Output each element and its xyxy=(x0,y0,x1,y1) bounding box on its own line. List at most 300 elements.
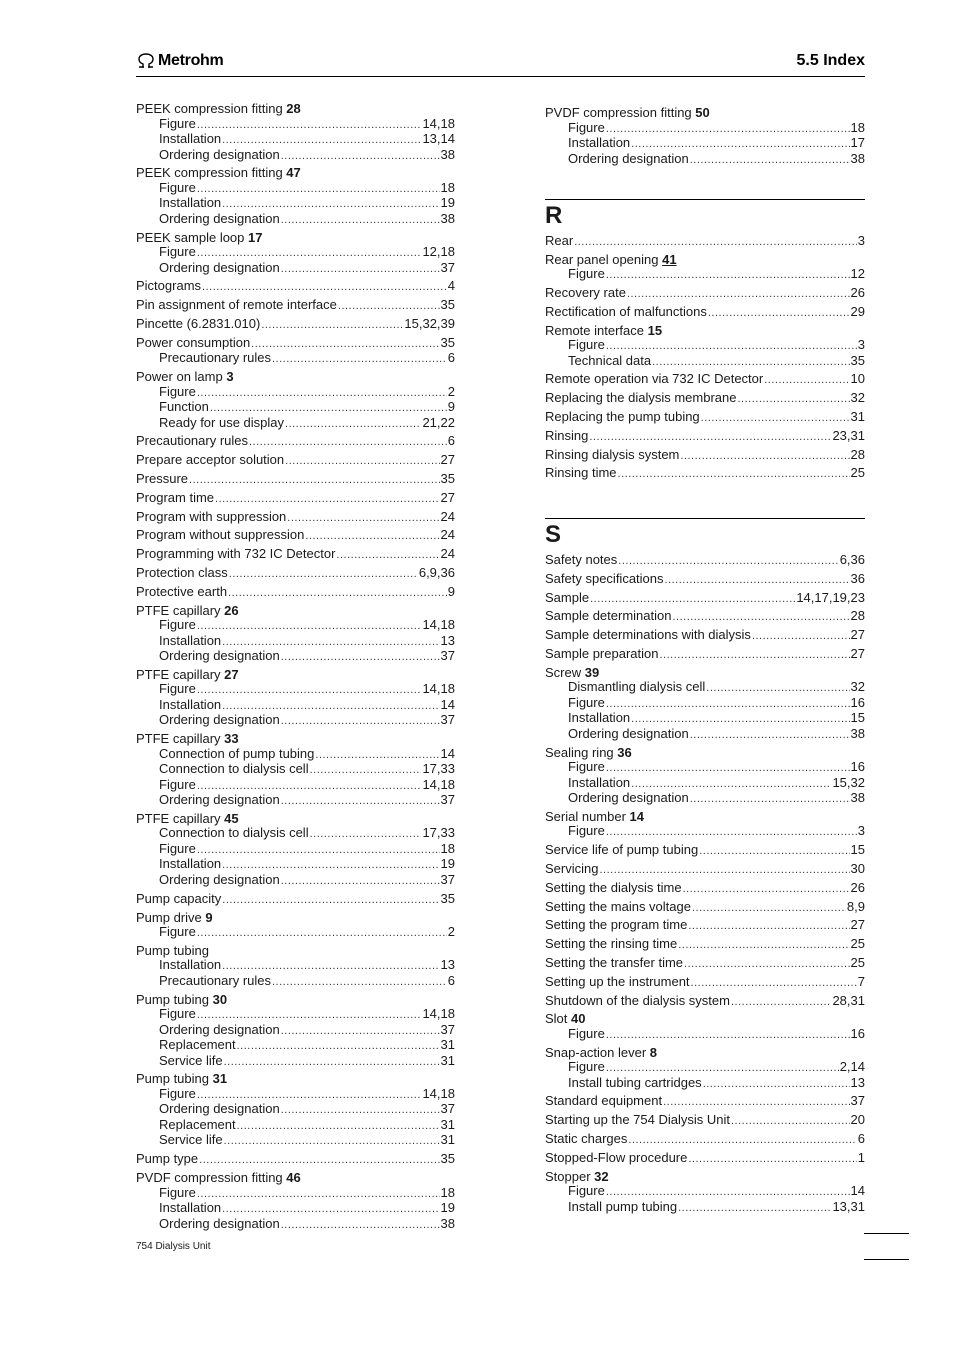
index-subentry xyxy=(136,351,455,367)
page-ref: 35 xyxy=(440,297,455,313)
index-subentry xyxy=(136,132,455,148)
dot-leader xyxy=(310,827,422,842)
index-entry xyxy=(136,336,455,367)
entry-text: Remote interface xyxy=(545,322,648,338)
dot-leader xyxy=(237,1039,440,1054)
index-subentry xyxy=(545,824,865,840)
index-subentry xyxy=(136,682,455,698)
entry-text: Power consumption xyxy=(136,334,251,350)
index-subentry xyxy=(136,212,455,228)
entry-text: Sample preparation xyxy=(545,645,659,661)
dot-leader xyxy=(229,567,418,582)
entry-label xyxy=(545,305,707,320)
index-entry-line xyxy=(545,937,865,953)
entry-text: Ordering designation xyxy=(159,648,280,664)
entry-label xyxy=(568,136,630,151)
entry-text: Figure xyxy=(159,115,196,131)
entry-label xyxy=(545,1151,687,1166)
dot-leader xyxy=(606,122,850,137)
dot-leader xyxy=(272,975,447,990)
index-subentry xyxy=(136,261,455,277)
index-entry xyxy=(545,1046,865,1092)
dot-leader xyxy=(222,197,439,212)
index-entry-line xyxy=(545,862,865,878)
entry-label xyxy=(568,152,689,167)
item-number: 9 xyxy=(205,909,213,925)
entry-label xyxy=(568,696,605,711)
page-ref: 7 xyxy=(857,973,865,989)
entry-text: Installation xyxy=(159,696,222,712)
page-ref: 9 xyxy=(447,399,455,415)
dot-leader xyxy=(606,339,857,354)
entry-label xyxy=(136,279,201,294)
entry-label xyxy=(159,634,221,649)
entry-label xyxy=(159,713,280,728)
index-entry-line xyxy=(136,166,455,181)
entry-label xyxy=(159,245,196,260)
page-ref: 3 xyxy=(857,823,865,839)
index-entry-line xyxy=(545,466,865,482)
dot-leader xyxy=(338,299,440,314)
page-ref: 30 xyxy=(850,860,865,876)
dot-leader xyxy=(222,635,439,650)
entry-text: Installation xyxy=(568,135,631,150)
dot-leader xyxy=(210,401,447,416)
item-number: 32 xyxy=(594,1168,609,1184)
index-entry-line xyxy=(136,298,455,314)
index-entry-line xyxy=(545,994,865,1010)
index-entry xyxy=(136,911,455,941)
dot-leader xyxy=(199,1153,439,1168)
page-ref: 16 xyxy=(850,759,865,775)
entry-text: Service life of pump tubing xyxy=(545,842,699,858)
page-ref: 15,32,39 xyxy=(404,315,455,331)
index-entry xyxy=(545,391,865,407)
page-ref: 27 xyxy=(440,489,455,505)
entry-text: Figure xyxy=(159,840,196,856)
index-entry xyxy=(545,324,865,370)
index-entry xyxy=(136,585,455,601)
item-number: 30 xyxy=(212,991,228,1007)
entry-text: Standard equipment xyxy=(545,1093,663,1109)
index-entry xyxy=(545,448,865,464)
index-entry xyxy=(545,843,865,859)
page-ref: 4 xyxy=(447,278,455,294)
entry-text: PVDF compression fitting xyxy=(545,105,696,120)
entry-text: Remote operation via 732 IC Detector xyxy=(545,371,764,387)
page-ref: 23,31 xyxy=(832,427,865,443)
item-number: 26 xyxy=(224,602,239,618)
dot-leader xyxy=(684,957,850,972)
page-ref: 35 xyxy=(440,470,455,486)
entry-label xyxy=(159,1118,236,1133)
page-ref: 2 xyxy=(447,383,455,399)
entry-label xyxy=(545,881,682,896)
metrohm-omega-icon xyxy=(136,53,156,69)
dot-leader xyxy=(285,417,421,432)
index-subentry xyxy=(136,1217,455,1233)
page-ref: 27 xyxy=(850,627,865,643)
footer-rule-bottom xyxy=(864,1259,909,1260)
index-subentry xyxy=(545,136,865,152)
page-ref: 26 xyxy=(850,285,865,301)
entry-label xyxy=(568,760,605,775)
entry-text: Servicing xyxy=(545,860,599,876)
item-number: 39 xyxy=(584,664,600,680)
dot-leader xyxy=(285,454,439,469)
entry-label xyxy=(159,181,196,196)
index-entry-line xyxy=(136,993,455,1008)
dot-leader xyxy=(699,844,849,859)
index-entry-line xyxy=(545,881,865,897)
entry-text: Figure xyxy=(159,244,196,260)
index-entry-line xyxy=(545,628,865,644)
dot-leader xyxy=(690,728,850,743)
index-subentry xyxy=(136,245,455,261)
index-entry xyxy=(136,944,455,990)
dot-leader xyxy=(701,411,850,426)
entry-text: Installation xyxy=(159,632,222,648)
entry-text: Precautionary rules xyxy=(159,350,271,366)
page-ref: 6 xyxy=(447,972,455,988)
index-entry-line xyxy=(545,1170,865,1185)
entry-text: Figure xyxy=(568,1183,605,1199)
dot-leader xyxy=(606,1061,839,1076)
entry-label xyxy=(568,711,630,726)
index-entry-line xyxy=(136,892,455,908)
entry-text: Pincette (6.2831.010) xyxy=(136,315,261,331)
index-entry xyxy=(545,628,865,644)
dot-leader xyxy=(197,683,422,698)
dot-leader xyxy=(197,926,447,941)
page-ref: 13 xyxy=(850,1074,865,1090)
entry-text: Sample determinations with dialysis xyxy=(545,627,751,643)
entry-text: Replacement xyxy=(159,1116,236,1132)
page-ref: 13 xyxy=(440,632,455,648)
page-ref: 14 xyxy=(440,745,455,761)
index-entry-line xyxy=(136,1152,455,1168)
index-entry-line xyxy=(136,812,455,827)
dot-leader xyxy=(197,246,422,261)
entry-text: Figure xyxy=(159,1184,196,1200)
dot-leader xyxy=(706,681,849,696)
entry-label xyxy=(545,572,664,587)
dot-leader xyxy=(691,976,857,991)
entry-label xyxy=(136,317,260,332)
index-subentry xyxy=(136,857,455,873)
dot-leader xyxy=(752,629,850,644)
entry-text: Starting up the 754 Dialysis Unit xyxy=(545,1112,730,1128)
entry-label xyxy=(545,324,662,339)
dot-leader xyxy=(305,529,439,544)
entry-label xyxy=(545,1113,730,1128)
letter-section-s xyxy=(545,518,865,1215)
page-ref: 16 xyxy=(850,694,865,710)
page-ref: 17,33 xyxy=(422,761,455,777)
entry-text: Installation xyxy=(568,774,631,790)
entry-label xyxy=(136,993,227,1008)
entry-text: Recovery rate xyxy=(545,285,626,301)
page-ref: 6,9,36 xyxy=(418,564,455,580)
index-entry-line xyxy=(545,843,865,859)
entry-label xyxy=(136,585,227,600)
index-entry xyxy=(545,1170,865,1216)
page-ref: 6,36 xyxy=(839,551,865,567)
dot-leader xyxy=(197,386,447,401)
index-entry-line xyxy=(545,372,865,388)
dot-leader xyxy=(261,318,403,333)
entry-label xyxy=(568,1200,677,1215)
page-ref: 19 xyxy=(440,856,455,872)
entry-label xyxy=(159,1217,280,1232)
entry-label xyxy=(568,1060,605,1075)
entry-label xyxy=(136,166,301,181)
page-ref: 1 xyxy=(857,1149,865,1165)
dot-leader xyxy=(574,235,857,250)
index-subentry xyxy=(136,1201,455,1217)
entry-text: Figure xyxy=(159,1085,196,1101)
page-ref: 18 xyxy=(440,1184,455,1200)
entry-label xyxy=(136,812,239,827)
page-ref: 18 xyxy=(850,119,865,135)
entry-text: Figure xyxy=(159,617,196,633)
index-group-r xyxy=(545,234,865,482)
index-subentry xyxy=(136,925,455,941)
section-letter: R xyxy=(545,202,563,229)
entry-label xyxy=(159,117,196,132)
index-entry xyxy=(136,453,455,469)
dot-leader xyxy=(281,714,440,729)
index-subentry xyxy=(136,762,455,778)
page-ref: 2 xyxy=(447,924,455,940)
page-ref: 14 xyxy=(850,1183,865,1199)
entry-label xyxy=(568,776,630,791)
dot-leader xyxy=(197,182,440,197)
entry-text: Stopped-Flow procedure xyxy=(545,1149,688,1165)
entry-label xyxy=(136,911,213,926)
entry-text: Ordering designation xyxy=(568,150,689,166)
index-group-s xyxy=(545,553,865,1215)
entry-text: PVDF compression fitting xyxy=(136,1170,287,1186)
entry-label xyxy=(136,102,301,117)
entry-label xyxy=(136,604,239,619)
page-ref: 3 xyxy=(857,337,865,353)
entry-text: Slot xyxy=(545,1011,572,1027)
item-number-underlined: 41 xyxy=(662,251,677,267)
dot-leader xyxy=(618,467,850,482)
dot-leader xyxy=(731,995,831,1010)
page-ref: 6 xyxy=(857,1131,865,1146)
entry-label xyxy=(545,975,690,990)
index-entry xyxy=(136,491,455,507)
dot-leader xyxy=(222,858,439,873)
index-entry-line xyxy=(136,472,455,488)
entry-text: Program without suppression xyxy=(136,527,305,543)
page-ref: 6 xyxy=(447,350,455,366)
entry-label xyxy=(136,370,234,385)
page-ref: 18 xyxy=(440,179,455,195)
page-ref: 14,18 xyxy=(422,115,455,131)
entry-text: Figure xyxy=(568,823,605,839)
entry-text: Safety notes xyxy=(545,551,618,567)
entry-text: Rear panel opening xyxy=(545,251,663,267)
dot-leader xyxy=(272,352,447,367)
dot-leader xyxy=(731,1114,850,1129)
page-ref: 37 xyxy=(440,871,455,887)
entry-text: Screw xyxy=(545,664,585,680)
entry-label xyxy=(159,826,309,841)
index-entry xyxy=(545,1094,865,1110)
index-entry-line xyxy=(545,448,865,464)
index-subentry xyxy=(545,727,865,743)
page-ref: 24 xyxy=(440,546,455,562)
item-number: 50 xyxy=(695,105,710,120)
index-entry-line xyxy=(545,666,865,681)
index-entry-line xyxy=(545,1012,865,1027)
entry-label xyxy=(136,298,337,313)
dot-leader xyxy=(672,610,849,625)
index-entry xyxy=(136,166,455,227)
page-ref: 15,32 xyxy=(832,774,865,790)
page-ref: 15 xyxy=(850,842,865,858)
index-entry xyxy=(136,812,455,889)
entry-text: Connection to dialysis cell xyxy=(159,761,309,777)
index-entry-line xyxy=(136,547,455,563)
index-subentry xyxy=(136,1186,455,1202)
item-number: 3 xyxy=(226,369,234,385)
entry-text: Pump capacity xyxy=(136,890,222,906)
page-ref: 35 xyxy=(440,334,455,350)
entry-label xyxy=(159,857,221,872)
entry-label xyxy=(136,668,239,683)
index-column-left xyxy=(136,102,455,1232)
entry-label xyxy=(545,843,698,858)
index-subentry xyxy=(545,354,865,370)
entry-text: Sample determination xyxy=(545,608,672,624)
entry-text: Ordering designation xyxy=(159,146,280,162)
dot-leader xyxy=(688,1152,856,1167)
page-ref: 29 xyxy=(850,303,865,319)
index-entry-line xyxy=(545,975,865,991)
entry-label xyxy=(136,1171,301,1186)
index-entry-line xyxy=(545,553,865,569)
entry-text: Installation xyxy=(159,131,222,146)
entry-text: Connection of pump tubing xyxy=(159,745,315,761)
index-entry xyxy=(545,372,865,388)
entry-text: Serial number xyxy=(545,808,630,824)
index-entry xyxy=(545,106,865,167)
dot-leader xyxy=(606,825,857,840)
entry-label xyxy=(545,448,679,463)
index-entry xyxy=(545,591,865,607)
entry-text: Figure xyxy=(159,1006,196,1022)
entry-label xyxy=(159,618,196,633)
index-entry xyxy=(136,434,455,450)
page-ref: 28 xyxy=(850,608,865,624)
entry-label xyxy=(545,1012,585,1027)
index-subentry xyxy=(136,385,455,401)
dot-leader xyxy=(606,268,850,283)
index-entry-line xyxy=(545,429,865,445)
index-entry-line xyxy=(545,900,865,916)
index-entry xyxy=(136,370,455,431)
index-entry xyxy=(545,1151,865,1167)
entry-label xyxy=(159,778,196,793)
page-ref: 28,31 xyxy=(832,992,865,1008)
index-entry xyxy=(545,666,865,743)
index-subentry xyxy=(545,1027,865,1043)
entry-label xyxy=(159,873,280,888)
entry-text: Install pump tubing xyxy=(568,1198,678,1214)
page-ref: 12,18 xyxy=(422,244,455,260)
entry-label xyxy=(159,400,209,415)
entry-text: Pictograms xyxy=(136,278,202,294)
page-ref: 14,18 xyxy=(422,617,455,633)
item-number: 27 xyxy=(224,666,239,682)
entry-label xyxy=(136,732,239,747)
page-ref: 38 xyxy=(440,210,455,226)
index-subentry xyxy=(136,1133,455,1149)
entry-text: PTFE capillary xyxy=(136,731,225,747)
page-ref: 37 xyxy=(440,712,455,728)
index-subentry xyxy=(545,711,865,727)
index-entry xyxy=(545,918,865,934)
entry-label xyxy=(545,666,599,681)
page-ref: 14,17,19,23 xyxy=(796,589,865,605)
entry-label xyxy=(136,472,188,487)
index-entry-line xyxy=(136,434,455,450)
dot-leader xyxy=(189,473,440,488)
index-entry xyxy=(545,553,865,569)
entry-text: Ordering designation xyxy=(159,1101,280,1117)
footer-document-name: 754 Dialysis Unit xyxy=(136,1241,211,1252)
dot-leader xyxy=(631,712,849,727)
entry-label xyxy=(545,106,710,121)
index-subentry xyxy=(545,776,865,792)
index-entry-line xyxy=(545,286,865,302)
entry-label xyxy=(568,1027,605,1042)
page-ref: 37 xyxy=(440,259,455,275)
entry-text: Program time xyxy=(136,489,215,505)
entry-label xyxy=(159,958,221,973)
index-subentry xyxy=(136,1023,455,1039)
entry-label xyxy=(568,121,605,136)
page-ref: 36 xyxy=(850,570,865,586)
entry-text: Ordering designation xyxy=(159,259,280,275)
index-entry-line xyxy=(136,668,455,683)
dot-leader xyxy=(628,1133,856,1148)
index-entry-line xyxy=(545,234,865,250)
index-entry-line xyxy=(545,746,865,761)
index-subentry xyxy=(136,958,455,974)
entry-text: Figure xyxy=(568,266,605,282)
entry-text: PTFE capillary xyxy=(136,666,225,682)
entry-text: Installation xyxy=(568,710,631,726)
entry-label xyxy=(136,231,262,246)
dot-leader xyxy=(281,1024,440,1039)
entry-label xyxy=(545,391,736,406)
index-entry-line xyxy=(545,647,865,663)
entry-text: Ordering designation xyxy=(159,871,280,887)
entry-text: Precautionary rules xyxy=(136,433,248,449)
index-subentry xyxy=(136,117,455,133)
entry-text: Installation xyxy=(159,856,222,872)
page-ref: 26 xyxy=(850,879,865,895)
index-entry xyxy=(136,993,455,1070)
entry-text: Figure xyxy=(159,179,196,195)
entry-label xyxy=(545,234,573,249)
index-entry xyxy=(136,528,455,544)
